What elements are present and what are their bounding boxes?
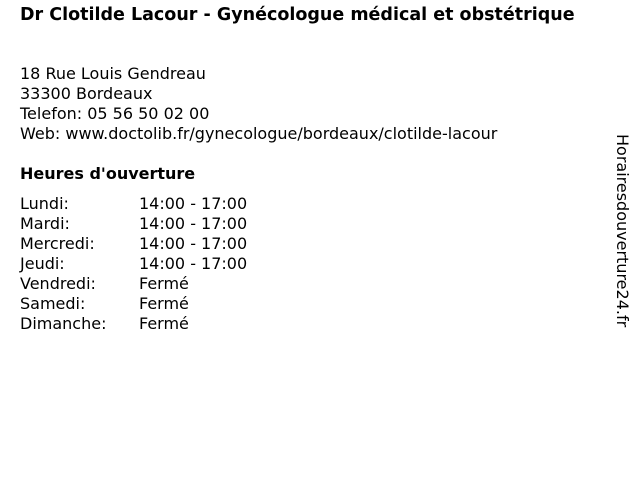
day-label: Mardi: [20,214,70,233]
day-hours: Fermé [139,294,189,313]
day-hours: 14:00 - 17:00 [139,234,248,253]
phone-label: Telefon: [20,104,83,123]
hours-row-saturday [20,294,247,314]
street-address: 18 Rue Louis Gendreau [20,64,206,83]
day-hours: Fermé [139,274,189,293]
day-label: Jeudi: [20,254,65,273]
day-label: Samedi: [20,294,86,313]
hours-table [20,194,247,334]
postal-city: 33300 Bordeaux [20,84,153,103]
web-link[interactable]: www.doctolib.fr/gynecologue/bordeaux/clotilde-lacour [65,124,498,143]
phone-number[interactable]: 05 56 50 02 00 [87,104,210,123]
day-hours: 14:00 - 17:00 [139,214,248,233]
hours-heading: Heures d'ouverture [20,164,196,183]
hours-row-tuesday [20,214,247,234]
web-label: Web: [20,124,61,143]
hours-row-friday [20,274,247,294]
day-label: Lundi: [20,194,69,213]
business-title: Dr Clotilde Lacour - Gynécologue médical et obstétrique [20,5,575,25]
day-hours: 14:00 - 17:00 [139,194,248,213]
day-label: Mercredi: [20,234,95,253]
site-watermark: Horairesdouverture24.fr [613,134,632,328]
day-label: Vendredi: [20,274,96,293]
hours-row-wednesday [20,234,247,254]
day-hours: 14:00 - 17:00 [139,254,248,273]
day-hours: Fermé [139,314,189,333]
phone-line [20,104,497,124]
day-label: Dimanche: [20,314,107,333]
hours-row-thursday [20,254,247,274]
web-line [20,124,497,144]
hours-row-monday [20,194,247,214]
address-block [20,64,497,144]
hours-row-sunday [20,314,247,334]
